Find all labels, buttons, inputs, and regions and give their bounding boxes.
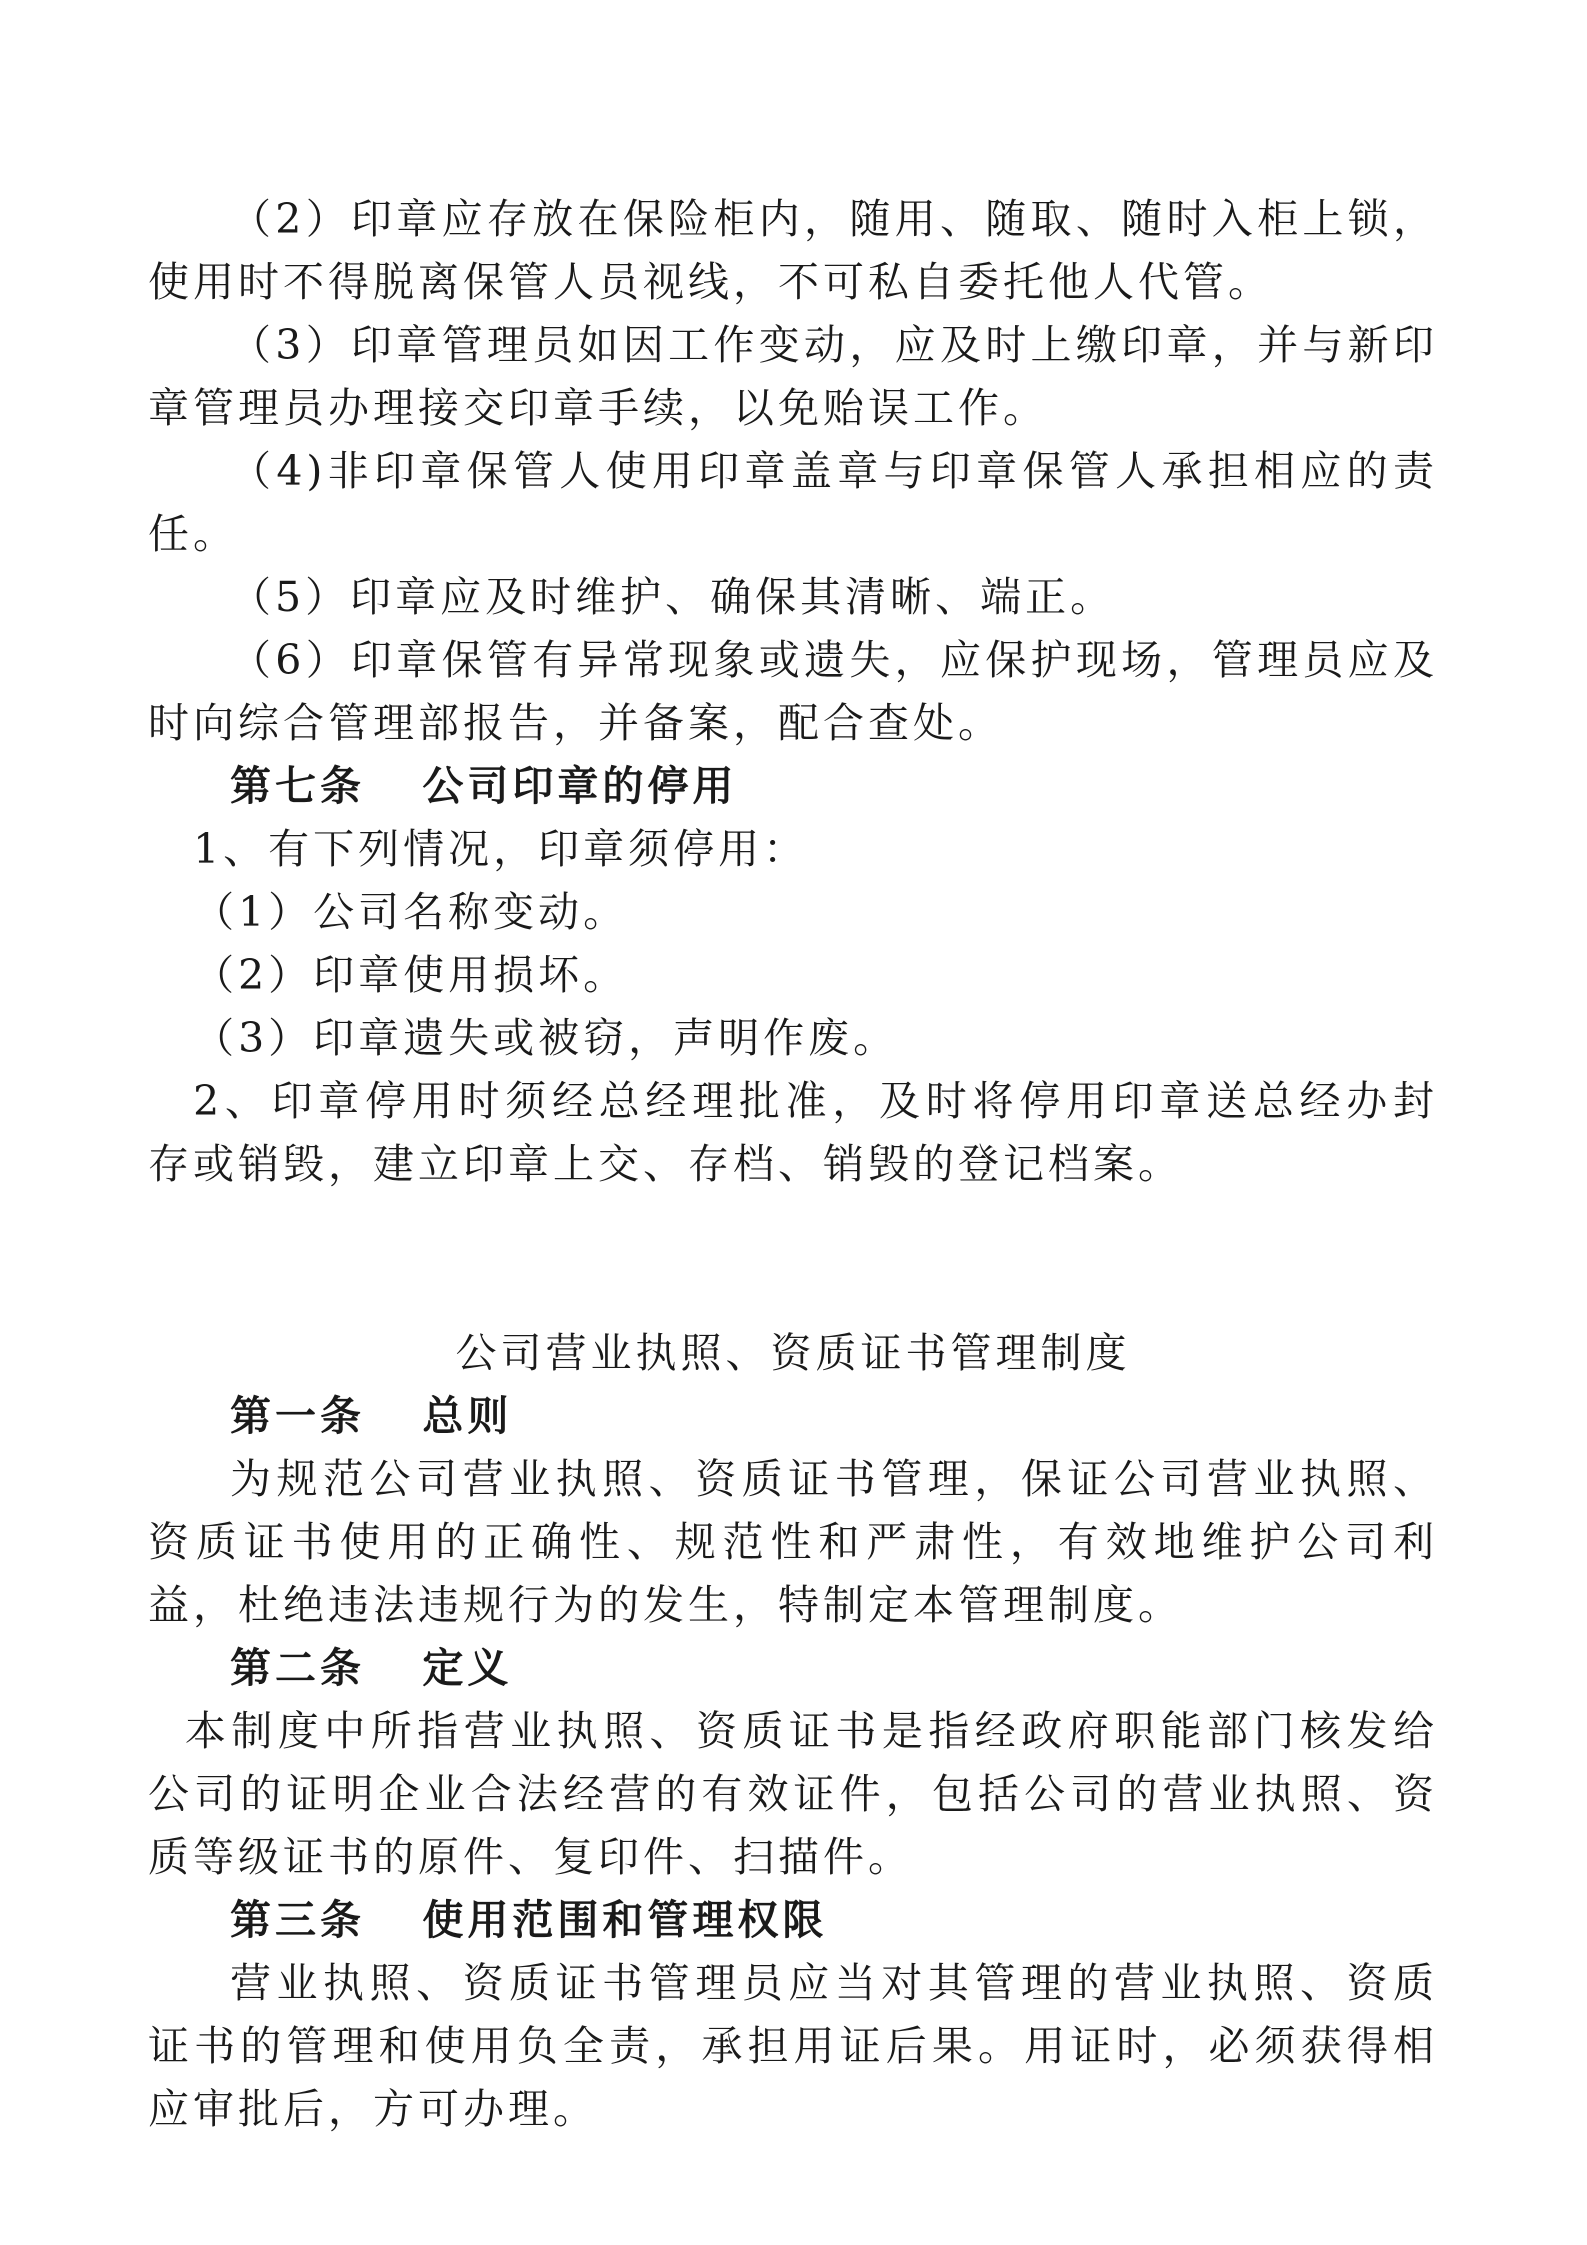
article-7-title: 公司印章的停用 <box>422 762 738 810</box>
article-2-heading <box>148 1637 1438 1700</box>
article-7-item-1: （1）公司名称变动。 <box>193 888 629 936</box>
article-3-heading <box>148 1889 1438 1952</box>
article-2-number: 第二条 <box>230 1644 365 1692</box>
seal-item-3: （3）印章管理员如因工作变动，应及时上缴印章，并与新印章管理员办理接交印章手续，以免贻误工作。 <box>148 321 1438 432</box>
article-3-body: 营业执照、资质证书管理员应当对其管理的营业执照、资质证书的管理和使用负全责，承担用证后果。用证时，必须获得相应审批后，方可办理。 <box>148 1959 1438 2133</box>
article-1-body: 为规范公司营业执照、资质证书管理，保证公司营业执照、资质证书使用的正确性、规范性和严肃性，有效地维护公司利益，杜绝违法违规行为的发生，特制定本管理制度。 <box>148 1455 1438 1629</box>
seal-item-2: （2）印章应存放在保险柜内，随用、随取、随时入柜上锁，使用时不得脱离保管人员视线，不可私自委托他人代管。 <box>148 195 1438 306</box>
article-7-item-3: （3）印章遗失或被窃，声明作废。 <box>193 1014 899 1062</box>
document-body <box>148 188 1438 2141</box>
article-3-number: 第三条 <box>230 1896 365 1944</box>
article-7-heading <box>148 755 1438 818</box>
article-7-item-2: （2）印章使用损坏。 <box>193 951 629 999</box>
article-7-paragraph-2: 2、印章停用时须经总经理批准，及时将停用印章送总经办封存或销毁，建立印章上交、存档、销毁的登记档案。 <box>148 1077 1438 1188</box>
article-2-title: 定义 <box>422 1644 513 1692</box>
article-7-number: 第七条 <box>230 762 365 810</box>
seal-item-5: （5）印章应及时维护、确保其清晰、端正。 <box>230 573 1116 621</box>
page-title: 公司营业执照、资质证书管理制度 <box>455 1329 1131 1377</box>
article-1-title: 总则 <box>422 1392 513 1440</box>
section-gap <box>148 1196 1438 1322</box>
seal-item-4: （4)非印章保管人使用印章盖章与印章保管人承担相应的责任。 <box>148 447 1438 558</box>
article-1-number: 第一条 <box>230 1392 365 1440</box>
article-3-title: 使用范围和管理权限 <box>422 1896 828 1944</box>
seal-item-6: （6）印章保管有异常现象或遗失，应保护现场，管理员应及时向综合管理部报告，并备案，配合查处。 <box>148 636 1438 747</box>
article-7-intro: 1、有下列情况，印章须停用： <box>193 825 809 873</box>
article-1-heading <box>148 1385 1438 1448</box>
article-2-body: 本制度中所指营业执照、资质证书是指经政府职能部门核发给公司的证明企业合法经营的有效证件，包括公司的营业执照、资质等级证书的原件、复印件、扫描件。 <box>148 1707 1438 1881</box>
